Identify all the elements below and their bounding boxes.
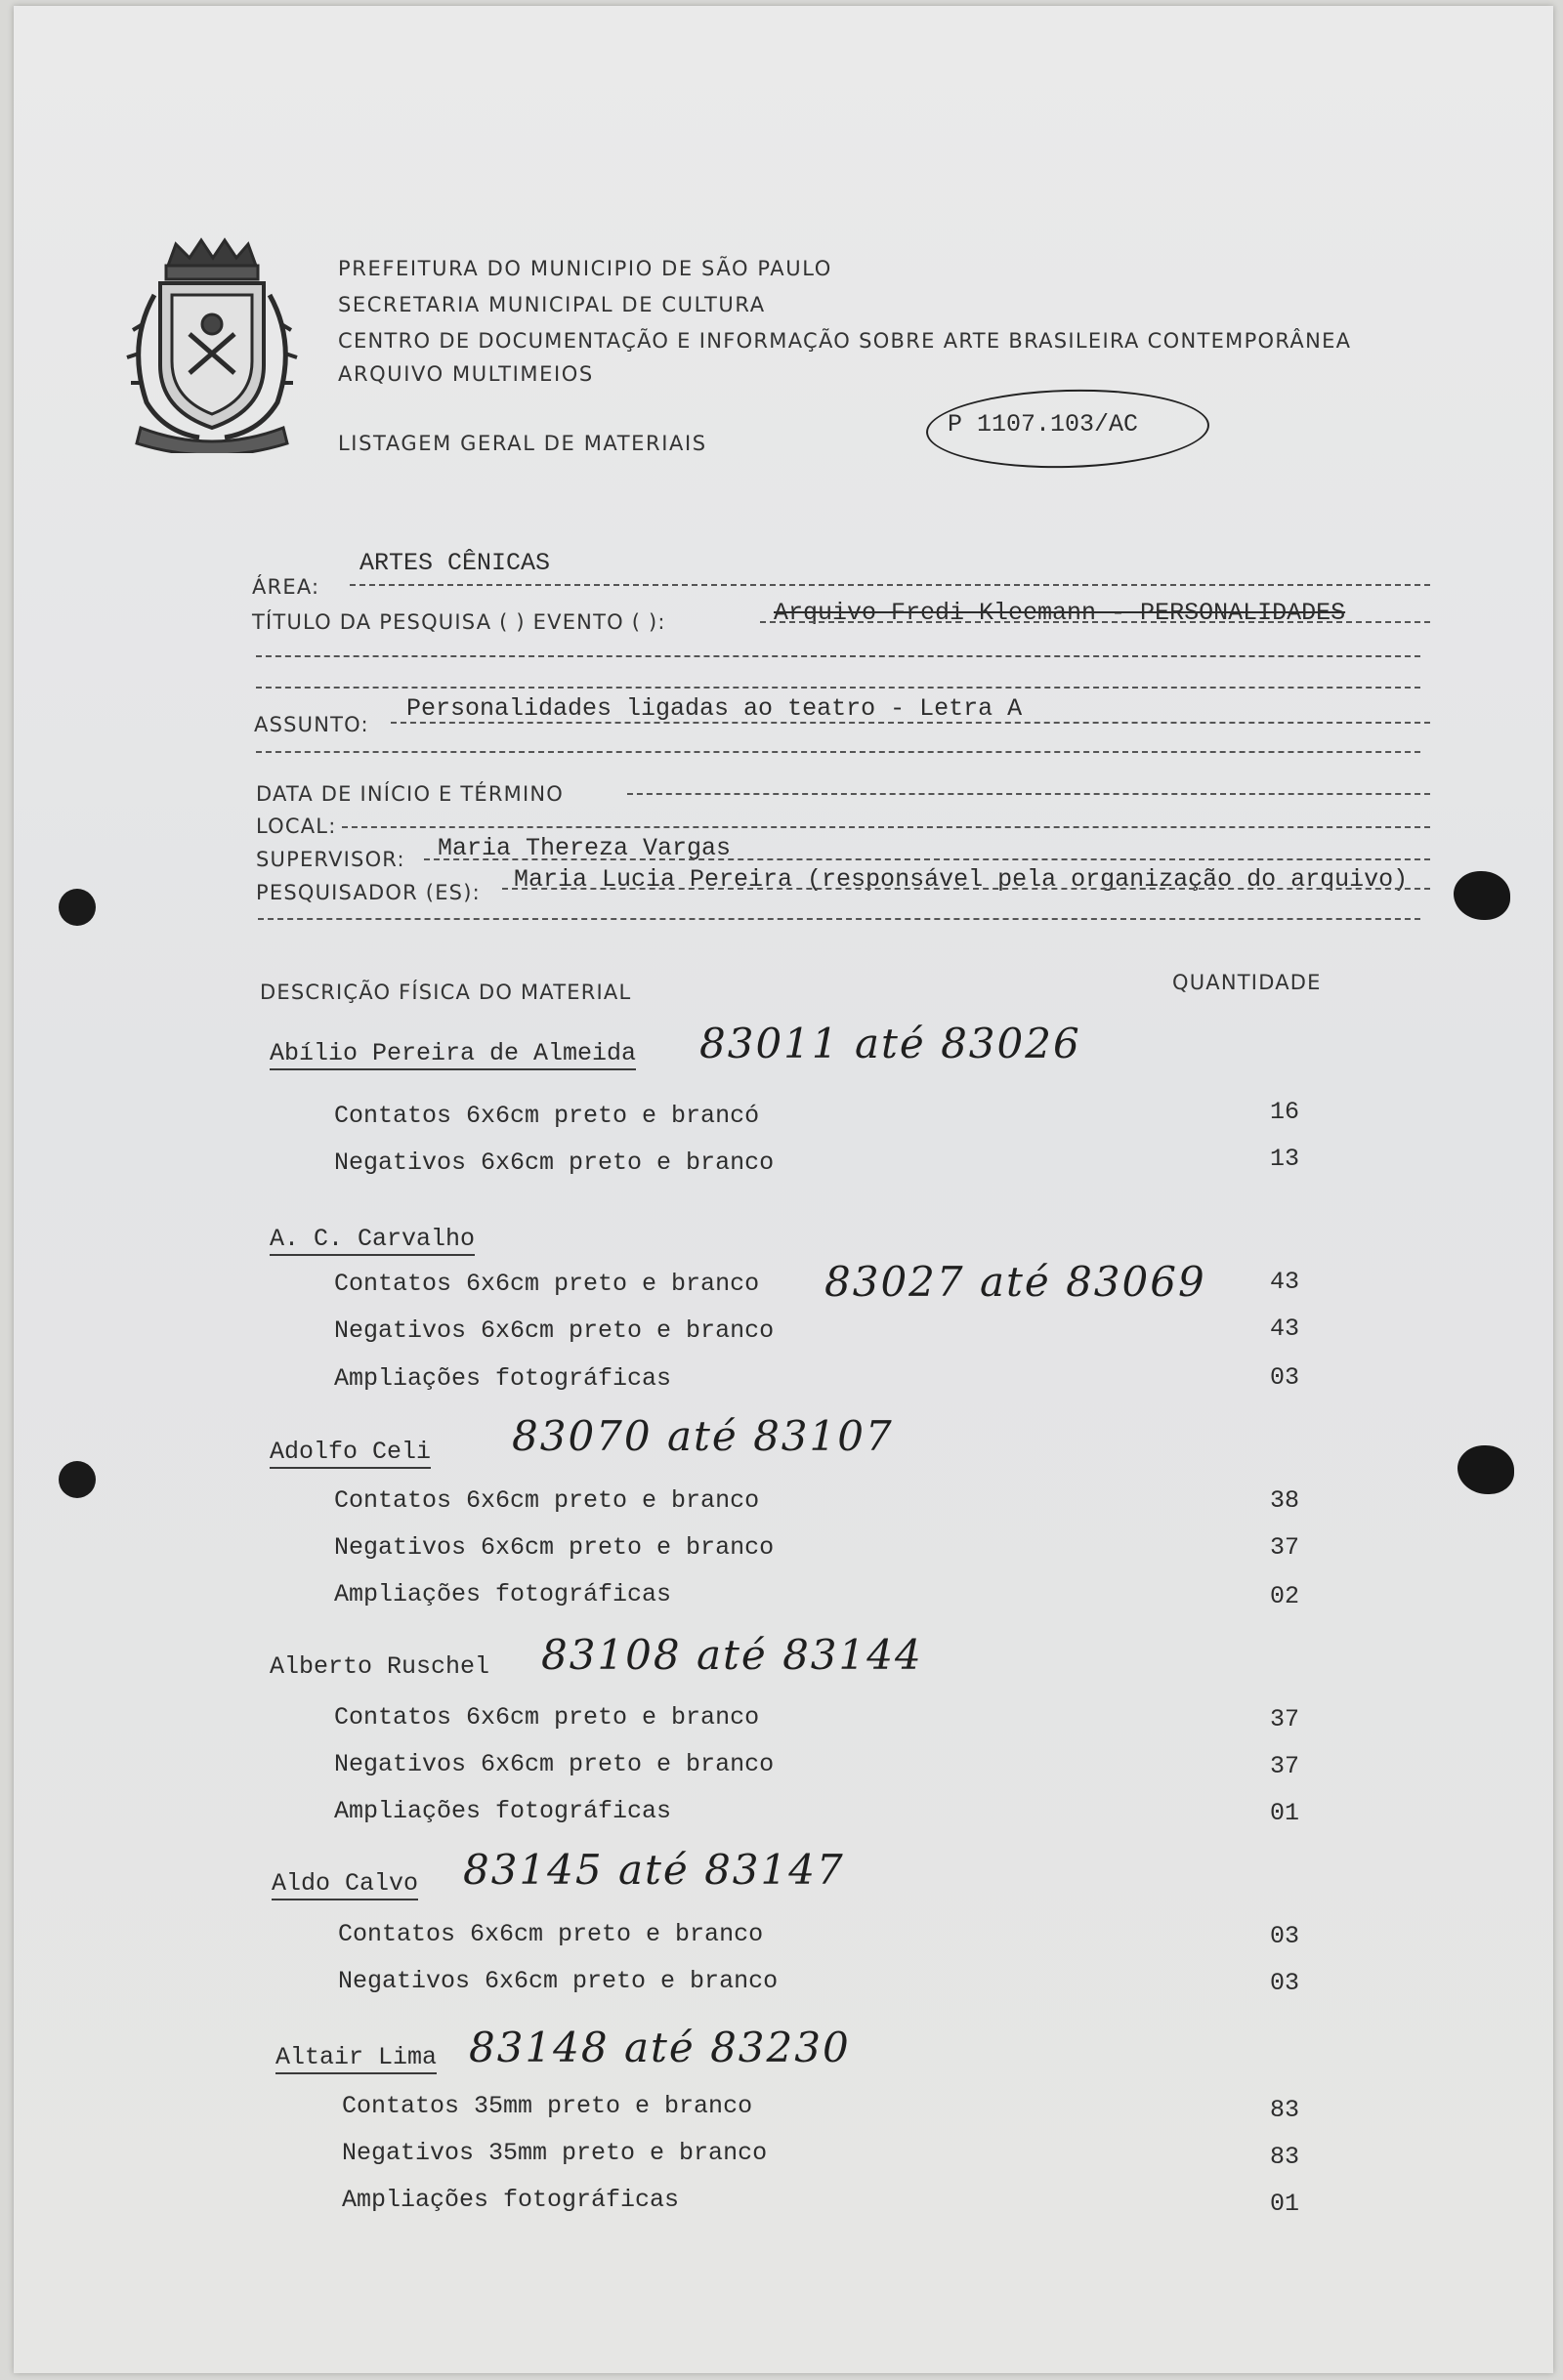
item-label: Contatos 6x6cm preto e branco [334, 1270, 760, 1298]
pesquisador-value-text: Maria Lucia Pereira (responsável pela organização do arquivo) [514, 865, 1409, 894]
titulo-line-2 [256, 655, 1420, 657]
header-prefeitura: PREFEITURA DO MUNICIPIO DE SÃO PAULO [338, 257, 832, 280]
titulo-label: TÍTULO DA PESQUISA ( ) EVENTO ( ): [252, 610, 666, 634]
item-label: Contatos 6x6cm preto e branco [338, 1920, 764, 1948]
coat-of-arms-icon [121, 236, 303, 453]
supervisor-line [424, 858, 1430, 860]
item-qty: 03 [1269, 1969, 1299, 1997]
item-label: Ampliações fotográficas [334, 1364, 672, 1393]
item-label: Contatos 6x6cm preto e brancó [334, 1102, 760, 1130]
punch-hole-left-top [59, 889, 96, 926]
data-label: DATA DE INÍCIO E TÉRMINO [256, 782, 565, 806]
assunto-label: ASSUNTO: [254, 713, 369, 736]
item-label: Contatos 35mm preto e branco [342, 2092, 753, 2120]
item-qty: 01 [1269, 1799, 1299, 1827]
header-centro: CENTRO DE DOCUMENTAÇÃO E INFORMAÇÃO SOBRE ARTE BRASILEIRA CONTEMPORÂNEA [338, 329, 1352, 353]
document-code: P 1107.103/AC [948, 410, 1139, 438]
pesquisador-line [502, 888, 1430, 890]
section-name: Abílio Pereira de Almeida [270, 1039, 636, 1070]
desc-header: DESCRIÇÃO FÍSICA DO MATERIAL [260, 981, 632, 1004]
area-line [350, 584, 1430, 586]
item-label: Negativos 6x6cm preto e branco [334, 1316, 775, 1345]
item-label: Ampliações fotográficas [334, 1797, 672, 1825]
section-range: 83145 até 83147 [463, 1846, 845, 1894]
assunto-line [391, 722, 1430, 724]
titulo-line-3 [256, 687, 1420, 689]
item-qty: 37 [1269, 1705, 1299, 1733]
item-qty: 83 [1269, 2143, 1299, 2171]
pesquisador-line-2 [258, 918, 1420, 920]
titulo-value-text: Arquivo Fredi Kleemann - PERSONALIDADES [774, 599, 1346, 627]
section-name: Aldo Calvo [272, 1869, 418, 1900]
area-value: ARTES CÊNICAS [359, 549, 551, 577]
item-qty: 16 [1269, 1098, 1299, 1126]
item-label: Negativos 6x6cm preto e branco [334, 1750, 775, 1778]
section-range: 83070 até 83107 [512, 1412, 894, 1460]
item-label: Contatos 6x6cm preto e branco [334, 1486, 760, 1515]
section-range: 83148 até 83230 [469, 2024, 851, 2071]
document-sheet [14, 6, 1553, 2373]
item-label: Ampliações fotográficas [334, 1580, 672, 1608]
item-qty: 03 [1269, 1363, 1299, 1392]
section-range: 83027 até 83069 [824, 1258, 1206, 1306]
item-qty: 03 [1269, 1922, 1299, 1950]
item-label: Negativos 6x6cm preto e branco [334, 1148, 775, 1177]
item-label: Contatos 6x6cm preto e branco [334, 1703, 760, 1732]
item-qty: 38 [1269, 1486, 1299, 1515]
local-label: LOCAL: [256, 814, 337, 838]
item-qty: 02 [1269, 1582, 1299, 1610]
item-qty: 83 [1269, 2096, 1299, 2124]
section-range: 83011 até 83026 [699, 1020, 1081, 1067]
punch-hole-right-top [1454, 871, 1510, 920]
section-name: Altair Lima [275, 2043, 437, 2074]
item-label: Negativos 6x6cm preto e branco [334, 1533, 775, 1562]
supervisor-value: Maria Thereza Vargas [438, 834, 732, 862]
section-range: 83108 até 83144 [541, 1631, 923, 1679]
section-name: A. C. Carvalho [270, 1225, 475, 1256]
item-label: Ampliações fotográficas [342, 2186, 680, 2214]
item-qty: 43 [1269, 1315, 1299, 1343]
header-secretaria: SECRETARIA MUNICIPAL DE CULTURA [338, 293, 766, 316]
titulo-line [760, 621, 1430, 623]
listing-title: LISTAGEM GERAL DE MATERIAIS [338, 432, 707, 455]
item-label: Negativos 6x6cm preto e branco [338, 1967, 779, 1995]
area-label: ÁREA: [252, 575, 320, 599]
section-name: Alberto Ruschel [270, 1652, 490, 1681]
assunto-value: Personalidades ligadas ao teatro - Letra A [406, 694, 1023, 723]
punch-hole-left-bottom [59, 1461, 96, 1498]
item-label: Negativos 35mm preto e branco [342, 2139, 768, 2167]
punch-hole-right-bottom [1457, 1445, 1514, 1494]
item-qty: 43 [1269, 1268, 1299, 1296]
item-qty: 01 [1269, 2190, 1299, 2218]
qty-header: QUANTIDADE [1172, 971, 1322, 994]
supervisor-label: SUPERVISOR: [256, 848, 405, 871]
section-name: Adolfo Celi [270, 1438, 431, 1469]
pesquisador-label: PESQUISADOR (ES): [256, 881, 481, 904]
item-qty: 13 [1269, 1145, 1299, 1173]
item-qty: 37 [1269, 1533, 1299, 1562]
data-line [627, 793, 1430, 795]
item-qty: 37 [1269, 1752, 1299, 1780]
assunto-line-2 [256, 751, 1420, 753]
local-line [342, 826, 1430, 828]
header-arquivo: ARQUIVO MULTIMEIOS [338, 362, 594, 386]
